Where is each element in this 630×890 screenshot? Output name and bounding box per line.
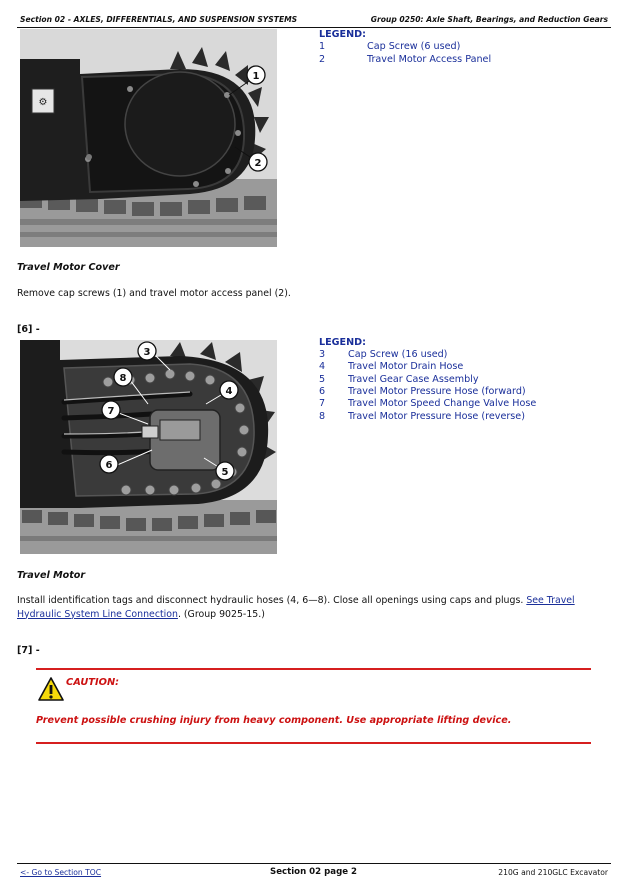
section-header: Section 02 - AXLES, DIFFERENTIALS, AND SUSPENSION SYSTEMS xyxy=(20,15,298,24)
legend-num: 4 xyxy=(319,361,326,372)
legend-label: Cap Screw (6 used) xyxy=(367,41,461,52)
step-7-label: [7] - xyxy=(17,645,40,656)
caution-label: CAUTION: xyxy=(66,677,120,688)
travel-motor-photo xyxy=(20,340,277,554)
instruction-2-group: . (Group 9025-15.) xyxy=(177,608,265,620)
legend-label: Travel Motor Access Panel xyxy=(367,54,492,65)
section-toc-link[interactable] xyxy=(20,868,101,877)
figure-caption-2: Travel Motor xyxy=(17,570,86,581)
step-6-label: [6] - xyxy=(17,324,40,335)
header-rule xyxy=(17,27,611,28)
callout-4 xyxy=(220,381,238,399)
legend-title-1: LEGEND: xyxy=(319,29,366,40)
legend-label: Cap Screw (16 used) xyxy=(348,349,448,360)
caution-bottom-rule xyxy=(36,742,591,744)
see-travel-hydraulic-link[interactable]: See Travel xyxy=(526,595,575,606)
caution-text: Prevent possible crushing injury from heavy component. Use appropriate lifting device. xyxy=(36,715,512,726)
group-header: Group 0250: Axle Shaft, Bearings, and Reduction Gears xyxy=(370,15,608,24)
callout-5 xyxy=(216,462,234,480)
svg-text:3: 3 xyxy=(143,347,151,358)
svg-text:8: 8 xyxy=(119,373,127,384)
footer-rule xyxy=(17,863,611,864)
hydraulic-system-line-connection-link[interactable]: Hydraulic System Line Connection xyxy=(17,608,178,620)
callout-2 xyxy=(249,153,267,171)
legend-num: 8 xyxy=(319,411,326,422)
instruction-2 xyxy=(17,594,582,621)
callout-6 xyxy=(100,455,118,473)
legend-label: Travel Motor Drain Hose xyxy=(348,361,464,372)
legend-label: Travel Motor Speed Change Valve Hose xyxy=(348,398,537,409)
legend-title-2: LEGEND: xyxy=(319,337,366,348)
callout-3 xyxy=(138,342,156,360)
svg-text:4: 4 xyxy=(225,386,233,397)
instruction-2-text: Install identification tags and disconnect hydraulic hoses (4, 6—8). Close all openings using caps and plugs. xyxy=(17,595,524,606)
section-toc-link-text[interactable]: <- Go to Section TOC xyxy=(20,868,102,877)
legend-num: 1 xyxy=(319,41,326,52)
svg-text:7: 7 xyxy=(107,406,115,417)
svg-text:6: 6 xyxy=(105,460,113,471)
svg-text:5: 5 xyxy=(221,467,229,478)
legend-num: 6 xyxy=(319,386,326,397)
callout-8 xyxy=(114,368,132,386)
travel-motor-cover-photo xyxy=(20,29,277,247)
page-number: Section 02 page 2 xyxy=(270,867,358,877)
legend-label: Travel Motor Pressure Hose (forward) xyxy=(348,386,526,397)
callout-1 xyxy=(247,66,265,84)
svg-text:1: 1 xyxy=(252,71,260,82)
instruction-1: Remove cap screws (1) and travel motor access panel (2). xyxy=(17,288,291,299)
legend-num: 7 xyxy=(319,398,326,409)
warning-triangle-icon xyxy=(38,676,64,702)
model-name: 210G and 210GLC Excavator xyxy=(498,868,608,877)
callout-7 xyxy=(102,401,120,419)
caution-top-rule xyxy=(36,668,591,670)
svg-text:2: 2 xyxy=(254,158,262,169)
legend-label: Travel Gear Case Assembly xyxy=(348,374,479,385)
figure-caption-1: Travel Motor Cover xyxy=(17,262,120,273)
legend-num: 3 xyxy=(319,349,326,360)
svg-text:⚙: ⚙ xyxy=(38,97,48,108)
legend-num: 5 xyxy=(319,374,326,385)
legend-num: 2 xyxy=(319,54,326,65)
legend-label: Travel Motor Pressure Hose (reverse) xyxy=(348,411,525,422)
